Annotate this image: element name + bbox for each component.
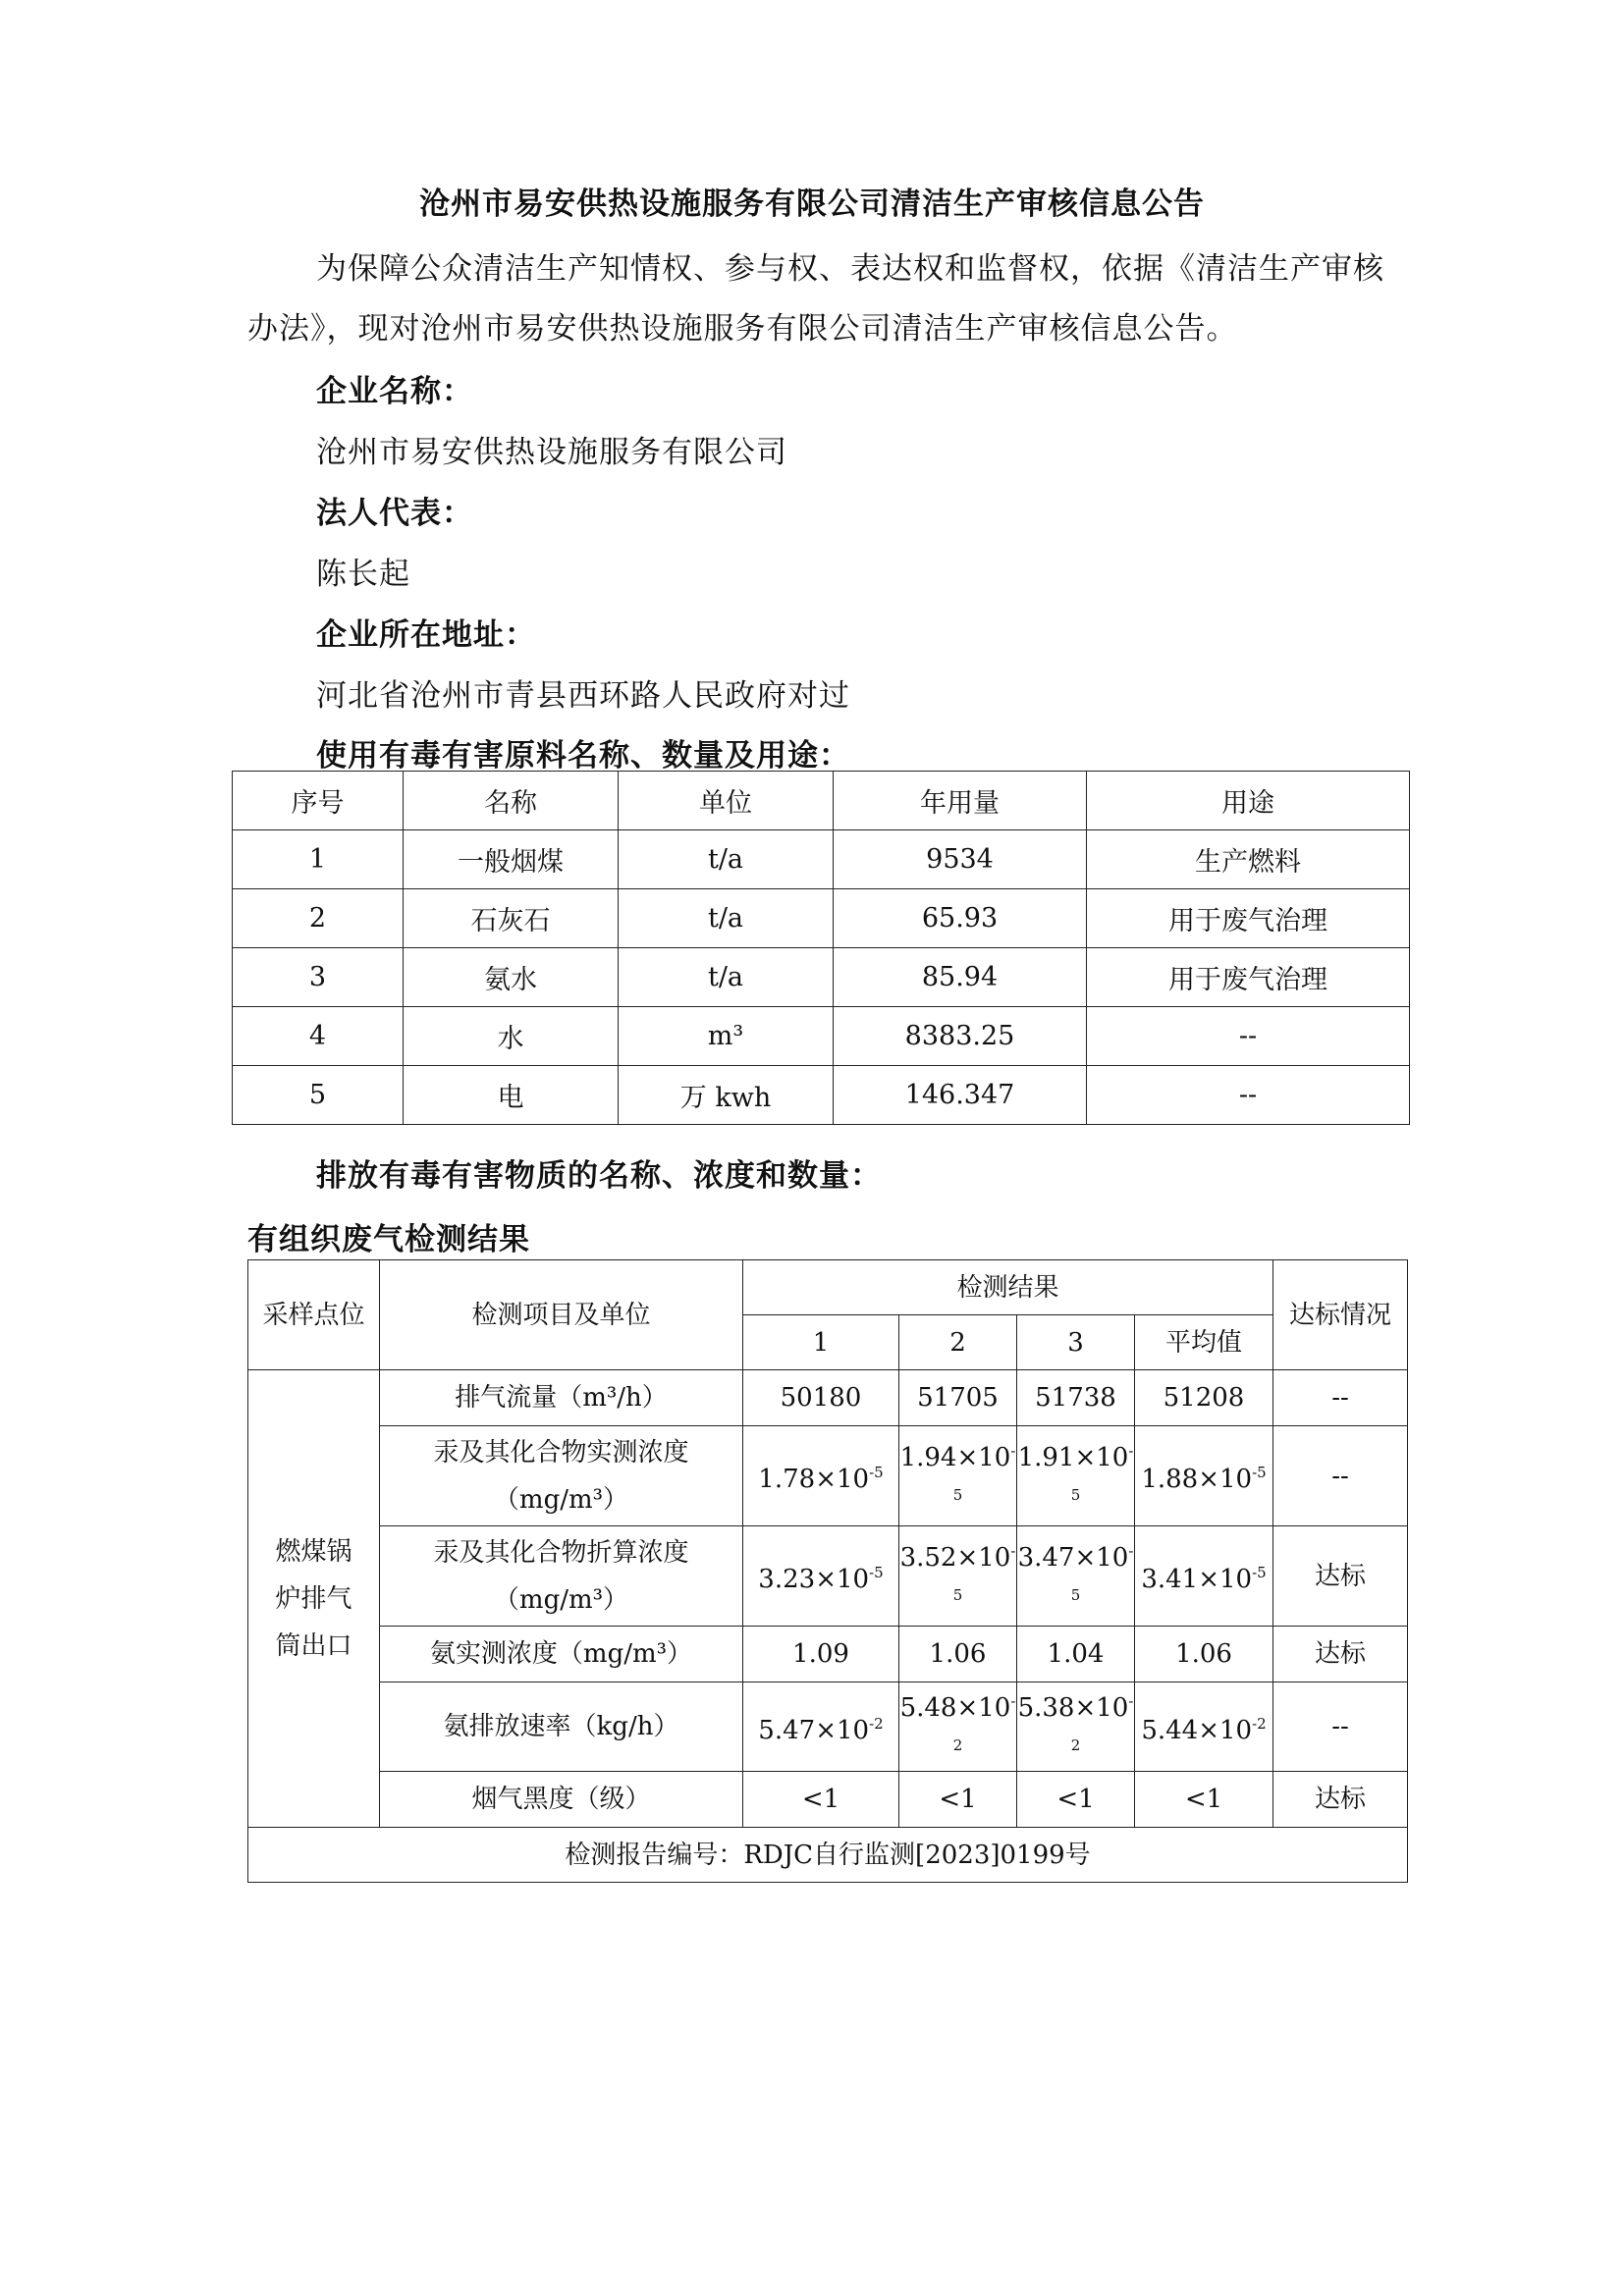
table-row — [233, 889, 1410, 948]
table-cell: 4 — [233, 1007, 404, 1066]
item-cell: 氨排放速率（kg/h） — [380, 1682, 743, 1772]
header-result-2: 2 — [899, 1315, 1017, 1370]
item-cell: 汞及其化合物实测浓度（mg/m³） — [380, 1426, 743, 1526]
value-cell: $3.47\times 10^{-5}$ — [1017, 1526, 1135, 1627]
table-cell: 146.347 — [834, 1066, 1087, 1125]
sampling-point-cell: 燃煤锅炉排气筒出口 — [248, 1370, 380, 1828]
company-value: 沧州市易安供热设施服务有限公司 — [316, 435, 787, 470]
value-cell: 51705 — [899, 1370, 1017, 1426]
table-header-row — [248, 1260, 1408, 1315]
status-cell: 达标 — [1273, 1627, 1408, 1682]
intro-text: 为保障公众清洁生产知情权、参与权、表达权和监督权，依据《清洁生产审核办法》，现对沧州市易安供热设施服务有限公司清洁生产审核信息公告。 — [247, 251, 1384, 347]
table-cell: 3 — [233, 948, 404, 1007]
status-cell: 达标 — [1273, 1526, 1408, 1627]
table-cell: 石灰石 — [404, 889, 619, 948]
value-cell: $1.88\times 10^{-5}$ — [1135, 1426, 1273, 1526]
table-cell: 2 — [233, 889, 404, 948]
legal-label: 法人代表： — [316, 496, 473, 531]
materials-table — [232, 771, 1410, 1125]
materials-heading: 使用有毒有害原料名称、数量及用途： — [316, 738, 850, 774]
report-number: 检测报告编号：RDJC自行监测[2023]0199号 — [248, 1828, 1408, 1883]
value-cell: $1.78\times 10^{-5}$ — [743, 1426, 899, 1526]
value-cell: 1.09 — [743, 1627, 899, 1682]
table-row — [248, 1370, 1408, 1426]
table-cell: -- — [1087, 1066, 1410, 1125]
value-cell: $3.41\times 10^{-5}$ — [1135, 1526, 1273, 1627]
table-cell: 9534 — [834, 830, 1087, 889]
item-cell: 汞及其化合物折算浓度（mg/m³） — [380, 1526, 743, 1627]
document-title: 沧州市易安供热设施服务有限公司清洁生产审核信息公告 — [419, 187, 1205, 222]
header-cell: 年用量 — [834, 772, 1087, 830]
header-average: 平均值 — [1135, 1315, 1273, 1370]
table-cell: 万 kwh — [619, 1066, 834, 1125]
value-cell: 1.06 — [899, 1627, 1017, 1682]
table-footer-row — [248, 1828, 1408, 1883]
header-cell: 名称 — [404, 772, 619, 830]
status-cell: -- — [1273, 1370, 1408, 1426]
table-cell: 85.94 — [834, 948, 1087, 1007]
value-cell: $1.94\times 10^{-5}$ — [899, 1426, 1017, 1526]
table-cell: t/a — [619, 830, 834, 889]
header-point: 采样点位 — [248, 1260, 380, 1370]
table-cell: m³ — [619, 1007, 834, 1066]
table-row — [233, 1066, 1410, 1125]
item-cell: 烟气黑度（级） — [380, 1772, 743, 1828]
table-cell: 1 — [233, 830, 404, 889]
value-cell: <1 — [1017, 1772, 1135, 1828]
value-cell: <1 — [899, 1772, 1017, 1828]
header-item: 检测项目及单位 — [380, 1260, 743, 1370]
table-cell: 生产燃料 — [1087, 830, 1410, 889]
table-cell: -- — [1087, 1007, 1410, 1066]
table-header-row — [233, 772, 1410, 830]
table-row — [248, 1682, 1408, 1772]
address-label: 企业所在地址： — [316, 617, 536, 653]
value-cell: 1.04 — [1017, 1627, 1135, 1682]
item-cell: 氨实测浓度（mg/m³） — [380, 1627, 743, 1682]
header-cell: 单位 — [619, 772, 834, 830]
gas-results-table — [247, 1259, 1408, 1883]
item-cell: 排气流量（m³/h） — [380, 1370, 743, 1426]
address-value: 河北省沧州市青县西环路人民政府对过 — [316, 678, 850, 714]
table-row — [248, 1426, 1408, 1526]
emissions-heading: 排放有毒有害物质的名称、浓度和数量： — [316, 1158, 882, 1194]
value-cell: 1.06 — [1135, 1627, 1273, 1682]
header-status: 达标情况 — [1273, 1260, 1408, 1370]
intro-paragraph — [247, 240, 1394, 359]
header-result-1: 1 — [743, 1315, 899, 1370]
value-cell: $3.52\times 10^{-5}$ — [899, 1526, 1017, 1627]
status-cell: -- — [1273, 1426, 1408, 1526]
table-cell: t/a — [619, 889, 834, 948]
table-cell: 5 — [233, 1066, 404, 1125]
value-cell: 51208 — [1135, 1370, 1273, 1426]
value-cell: 51738 — [1017, 1370, 1135, 1426]
value-cell: $5.44\times 10^{-2}$ — [1135, 1682, 1273, 1772]
table-cell: 65.93 — [834, 889, 1087, 948]
table-cell: t/a — [619, 948, 834, 1007]
status-cell: -- — [1273, 1682, 1408, 1772]
value-cell: $1.91\times 10^{-5}$ — [1017, 1426, 1135, 1526]
table-row — [248, 1526, 1408, 1627]
status-cell: 达标 — [1273, 1772, 1408, 1828]
value-cell: $3.23\times 10^{-5}$ — [743, 1526, 899, 1627]
header-cell: 序号 — [233, 772, 404, 830]
value-cell: $5.48\times 10^{-2}$ — [899, 1682, 1017, 1772]
table-row — [233, 830, 1410, 889]
header-cell: 用途 — [1087, 772, 1410, 830]
header-result-3: 3 — [1017, 1315, 1135, 1370]
value-cell: $5.47\times 10^{-2}$ — [743, 1682, 899, 1772]
gas-heading: 有组织废气检测结果 — [247, 1222, 530, 1257]
header-results: 检测结果 — [743, 1260, 1273, 1315]
table-row — [248, 1772, 1408, 1828]
table-row — [248, 1627, 1408, 1682]
table-cell: 水 — [404, 1007, 619, 1066]
table-row — [233, 948, 1410, 1007]
table-cell: 一般烟煤 — [404, 830, 619, 889]
company-label: 企业名称： — [316, 374, 473, 409]
table-cell: 电 — [404, 1066, 619, 1125]
table-row — [233, 1007, 1410, 1066]
table-cell: 氨水 — [404, 948, 619, 1007]
value-cell: 50180 — [743, 1370, 899, 1426]
legal-value: 陈长起 — [316, 557, 410, 592]
table-cell: 8383.25 — [834, 1007, 1087, 1066]
table-cell: 用于废气治理 — [1087, 889, 1410, 948]
value-cell: $5.38\times 10^{-2}$ — [1017, 1682, 1135, 1772]
value-cell: <1 — [1135, 1772, 1273, 1828]
value-cell: <1 — [743, 1772, 899, 1828]
table-cell: 用于废气治理 — [1087, 948, 1410, 1007]
